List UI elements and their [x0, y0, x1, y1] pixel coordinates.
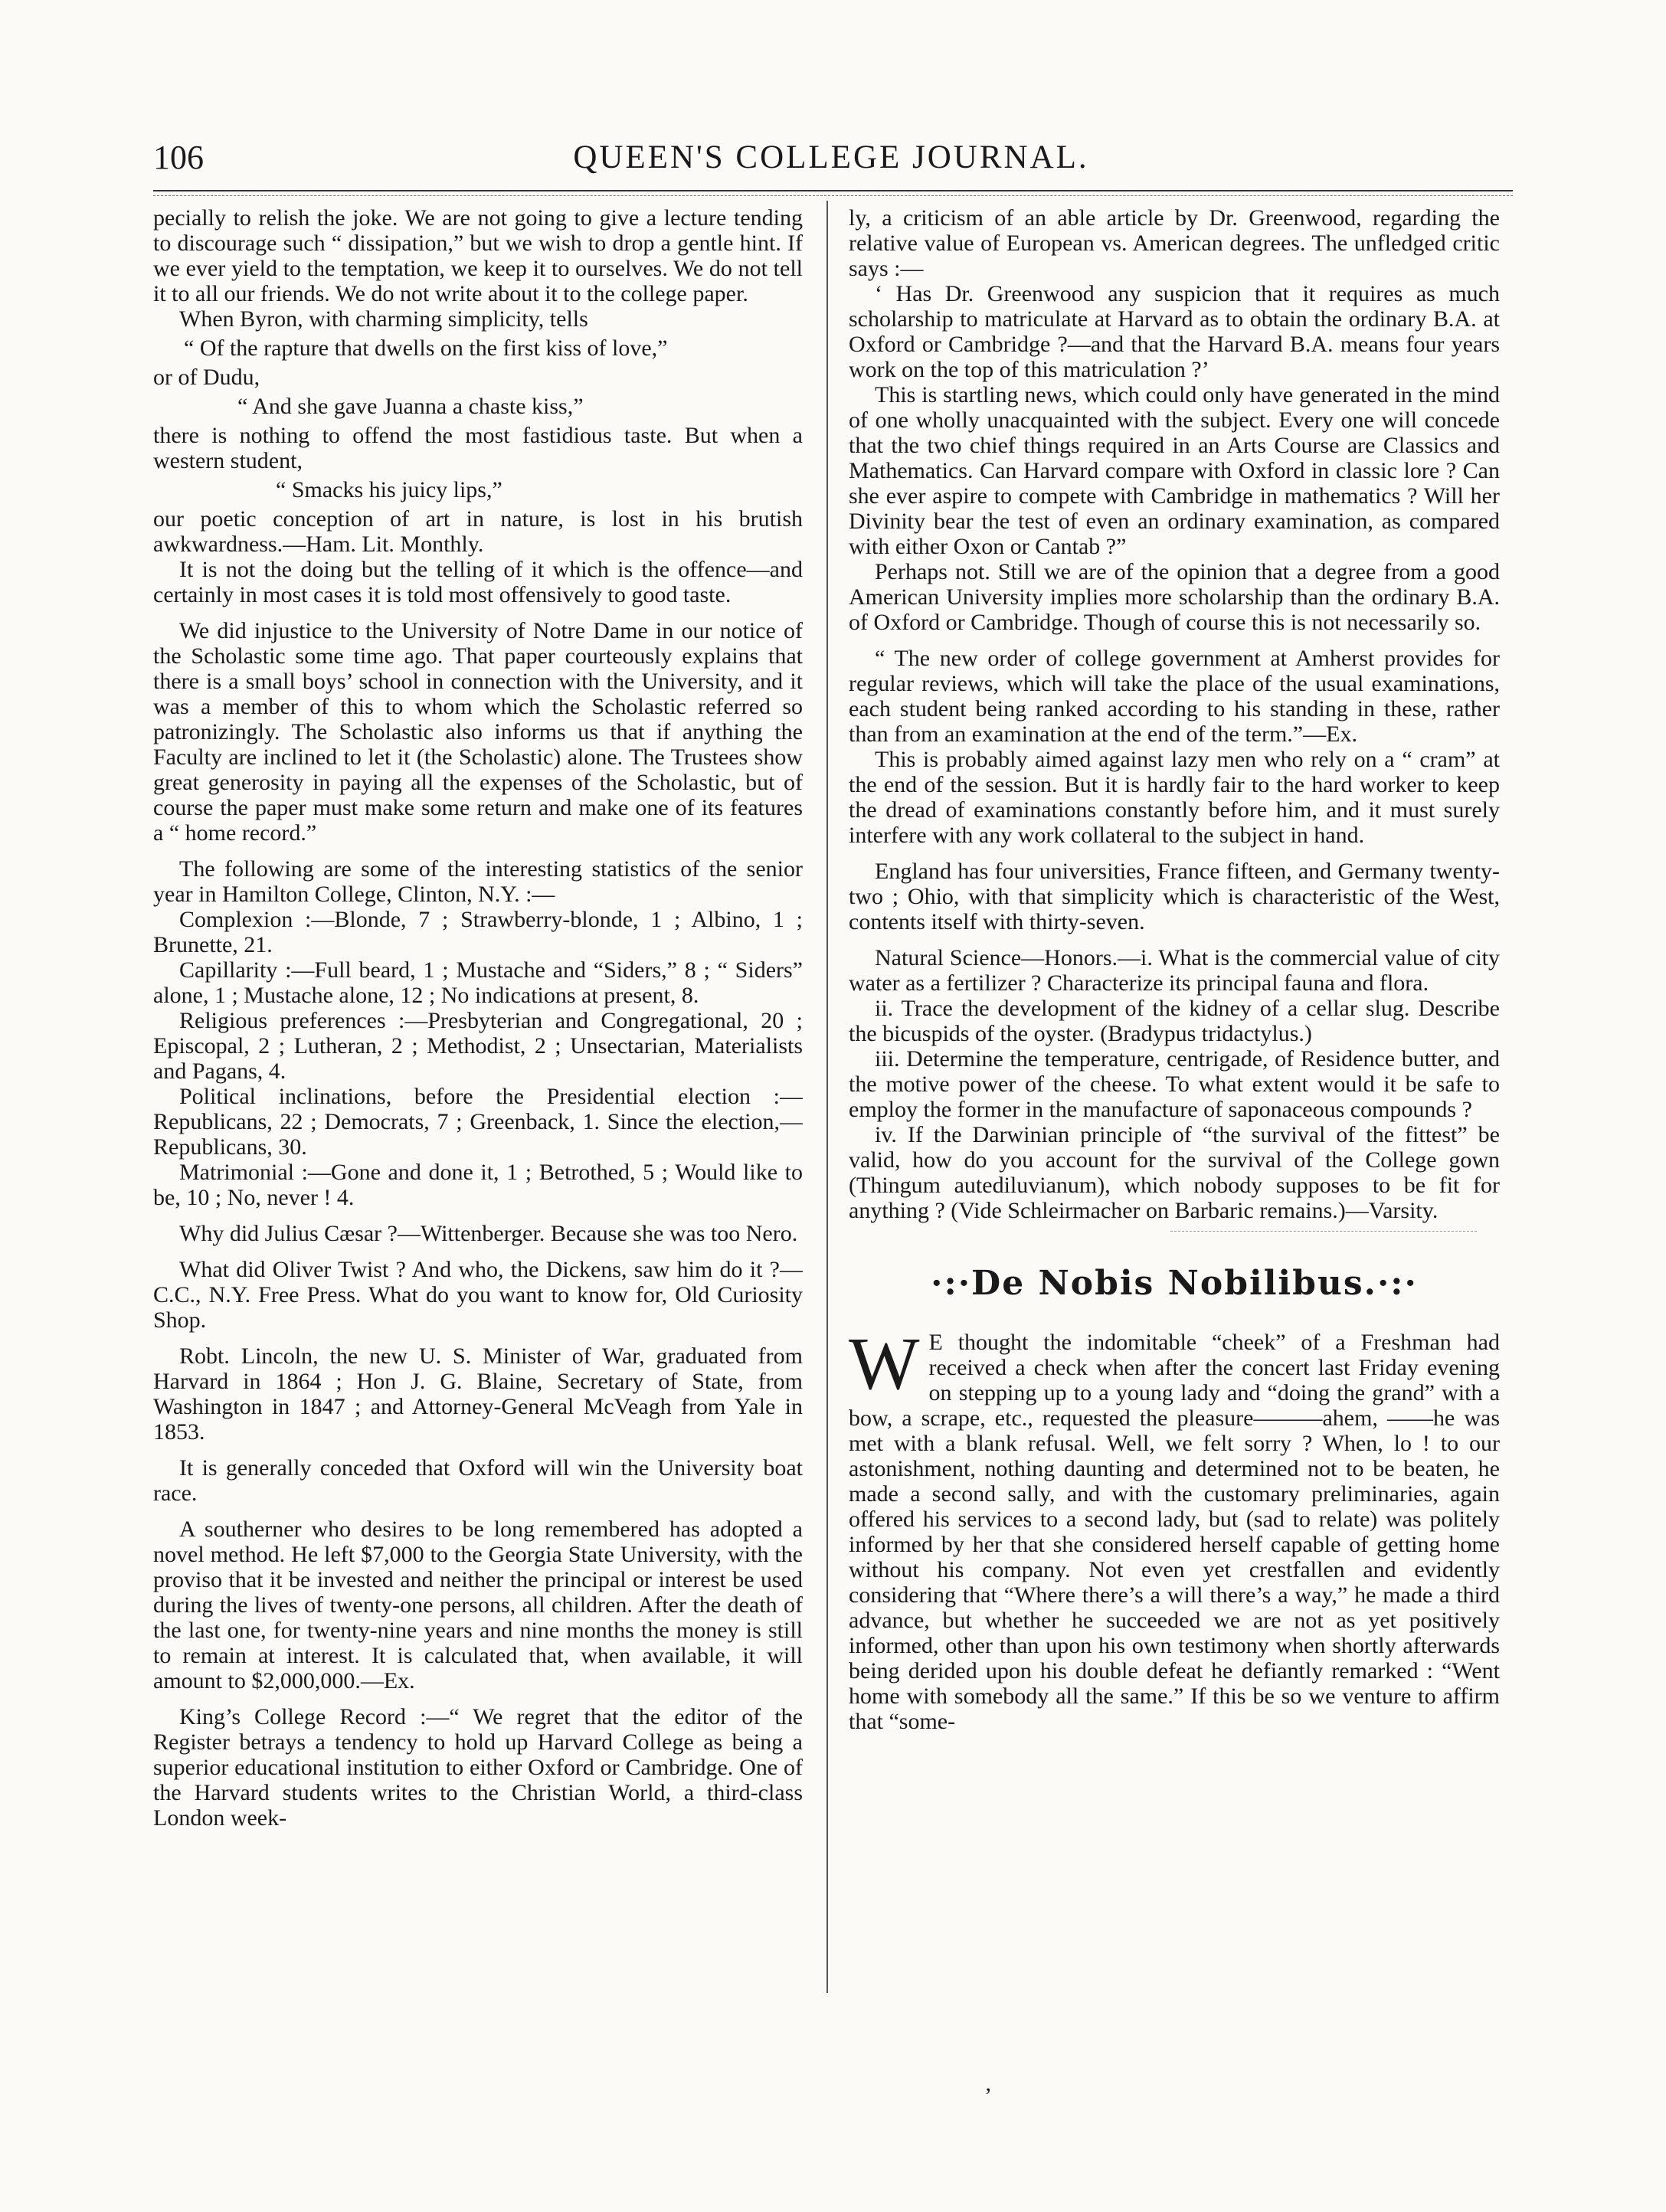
- column-divider: [826, 201, 828, 1993]
- paragraph: The following are some of the interesting statistics of the senior year in Hamilton College, Clinton, N.Y. :—: [153, 856, 803, 907]
- paragraph: This is startling news, which could only have generated in the mind of one wholly unacquainted with the subject. Every one will concede that the two chief things required in an Arts Course are Classics and Mathematics. Can Harvard compare with Oxford in classic lore ? Can she ever aspire to compete with Cambridge in mathematics ? Will her Divinity bear the test of even an ordinary examination, as compared with either Oxon or Cantab ?”: [849, 382, 1500, 559]
- paragraph: This is probably aimed against lazy men who rely on a “ cram” at the end of the session. But it is hardly fair to the hard worker to keep the dread of examinations constantly before him, and it must surely interfere with any work collateral to the subject in hand.: [849, 747, 1500, 848]
- footer-mark: ’: [984, 2083, 992, 2109]
- paragraph: It is generally conceded that Oxford will win the University boat race.: [153, 1455, 803, 1506]
- verse-quote: “ And she gave Juanna a chaste kiss,”: [237, 394, 584, 419]
- paragraph: our poetic conception of art in nature, is lost in his brutish awkwardness.—Ham. Lit. Monthly.: [153, 506, 803, 557]
- left-column: [153, 205, 803, 2074]
- paragraph: King’s College Record :—“ We regret that the editor of the Register betrays a tendency to hold up Harvard College as being a superior educational institution to either Oxford or Cambridge. One of the Harvard students writes to the Christian World, a third-class London week-: [153, 1704, 803, 1831]
- drop-cap: W: [849, 1330, 920, 1405]
- paragraph: there is nothing to offend the most fastidious taste. But when a western student,: [153, 423, 803, 473]
- header-rule: [153, 190, 1513, 191]
- paragraph: What did Oliver Twist ? And who, the Dickens, saw him do it ?—C.C., N.Y. Free Press. What do you want to know for, Old Curiosity Shop.: [153, 1257, 803, 1333]
- paragraph: iv. If the Darwinian principle of “the survival of the fittest” be valid, how do you account for the survival of the College gown (Thingum autediluvianum), which nobody supposes to be fit for anything ? (Vide Schleirmacher on Barbaric remains.)—Varsity.: [849, 1122, 1500, 1223]
- paragraph: or of Dudu,: [153, 365, 260, 390]
- paragraph: Capillarity :—Full beard, 1 ; Mustache and “Siders,” 8 ; “ Siders” alone, 1 ; Mustache alone, 12 ; No indications at present, 8.: [153, 957, 803, 1008]
- paragraph: A southerner who desires to be long remembered has adopted a novel method. He left $7,000 to the Georgia State University, with the proviso that it be invested and neither the principal or interest be used during the lives of twenty-one persons, all children. After the death of the last one, for twenty-nine years and nine months the money is still to remain at interest. It is calculated that, when available, it will amount to $2,000,000.—Ex.: [153, 1517, 803, 1693]
- paragraph: ii. Trace the development of the kidney of a cellar slug. Describe the bicuspids of the oyster. (Bradypus tridactylus.): [849, 996, 1500, 1046]
- verse-quote: “ Of the rapture that dwells on the first kiss of love,”: [184, 335, 668, 361]
- right-column: [849, 205, 1500, 2074]
- right-column-body: [849, 205, 1500, 1223]
- paragraph: Political inclinations, before the Presidential election :— Republicans, 22 ; Democrats, 7 ; Greenback, 1. Since the election,—Republicans, 30.: [153, 1084, 803, 1160]
- section-separator: [1170, 1231, 1477, 1232]
- paragraph: It is not the doing but the telling of it which is the offence—and certainly in most cases it is told most offensively to good taste.: [153, 557, 803, 607]
- page-number: 106: [153, 139, 204, 176]
- paragraph: pecially to relish the joke. We are not going to give a lecture tending to discourage such “ dissipation,” but we wish to drop a gentle hint. If we ever yield to the temptation, we keep it to ourselves. We do not tell it to all our friends. We do not write about it to the college paper.: [153, 205, 803, 306]
- section-heading: ·:·De Nobis Nobilibus.·:·: [931, 1264, 1418, 1303]
- section-body-text: E thought the indomitable “cheek” of a Freshman had received a check when after the concert last Friday evening on stepping up to a young lady and “doing the grand” with a bow, a scrape, etc., requested the pleasure———ahem, ——he was met with a blank refusal. Well, we felt sorry ? When, lo ! to our astonishment, nothing daunting and determined not to be beaten, he made a second sally, and with the customary preliminaries, again offered his services to a second lady, but (sad to relate) was politely informed by her that she considered herself capable of getting home without his company. Not even yet crestfallen and evidently considering that “Where there’s a will there’s a way,” he made a third advance, but whether he succeeded we are not as yet positively informed, other than upon his own testimony when shortly afterwards being derided upon his double defeat he defiantly remarked : “Went home with somebody all the same.” If this be so we venture to affirm that “some-: [849, 1330, 1500, 1734]
- paragraph: England has four universities, France fifteen, and Germany twenty-two ; Ohio, with that simplicity which is characteristic of the West, contents itself with thirty-seven.: [849, 859, 1500, 934]
- page-header: [153, 135, 1509, 181]
- paragraph: When Byron, with charming simplicity, tells: [179, 306, 588, 332]
- paragraph: ly, a criticism of an able article by Dr. Greenwood, regarding the relative value of European vs. American degrees. The unfledged critic says :—: [849, 205, 1500, 281]
- paragraph: Complexion :—Blonde, 7 ; Strawberry-blonde, 1 ; Albino, 1 ; Brunette, 21.: [153, 907, 803, 957]
- paragraph: We did injustice to the University of Notre Dame in our notice of the Scholastic some time ago. That paper courteously explains that there is a small boys’ school in connection with the University, and it was a member of this to whom which the Scholastic referred so patronizingly. The Scholastic also informs us that if anything the Faculty are inclined to let it (the Scholastic) alone. The Trustees show great generosity in paying all the expenses of the Scholastic, but of course the paper must make some return and make one of its features a “ home record.”: [153, 618, 803, 846]
- verse-quote: “ Smacks his juicy lips,”: [276, 477, 502, 502]
- paragraph: Matrimonial :—Gone and done it, 1 ; Betrothed, 5 ; Would like to be, 10 ; No, never ! 4.: [153, 1160, 803, 1210]
- paragraph: Why did Julius Cæsar ?—Wittenberger. Because she was too Nero.: [179, 1221, 798, 1246]
- header-rule-dashed: [153, 195, 1513, 196]
- paragraph: Perhaps not. Still we are of the opinion that a degree from a good American University implies more scholarship than the ordinary B.A. of Oxford or Cambridge. Though of course this is not necessarily so.: [849, 559, 1500, 635]
- paragraph: Natural Science—Honors.—i. What is the commercial value of city water as a fertilizer ? Characterize its principal fauna and flora.: [849, 945, 1500, 996]
- running-title: QUEEN'S COLLEGE JOURNAL.: [573, 139, 1089, 175]
- paragraph: “ The new order of college government at Amherst provides for regular reviews, which will take the place of the usual examinations, each student being ranked according to his standing in these, rather than from an examination at the end of the term.”—Ex.: [849, 646, 1500, 747]
- section-body: [849, 1330, 1500, 1734]
- paragraph: Robt. Lincoln, the new U. S. Minister of War, graduated from Harvard in 1864 ; Hon J. G. Blaine, Secretary of State, from Washington in 1847 ; and Attorney-General McVeagh from Yale in 1853.: [153, 1343, 803, 1445]
- paragraph: ‘ Has Dr. Greenwood any suspicion that it requires as much scholarship to matriculate at Harvard as to obtain the ordinary B.A. at Oxford or Cambridge ?—and that the Harvard B.A. means four years work on the top of this matriculation ?’: [849, 281, 1500, 382]
- paragraph: iii. Determine the temperature, centrigade, of Residence butter, and the motive power of the cheese. To what extent would it be safe to employ the former in the manufacture of saponaceous compounds ?: [849, 1046, 1500, 1122]
- paragraph: Religious preferences :—Presbyterian and Congregational, 20 ; Episcopal, 2 ; Lutheran, 2 ; Methodist, 2 ; Unsectarian, Materialists and Pagans, 4.: [153, 1008, 803, 1084]
